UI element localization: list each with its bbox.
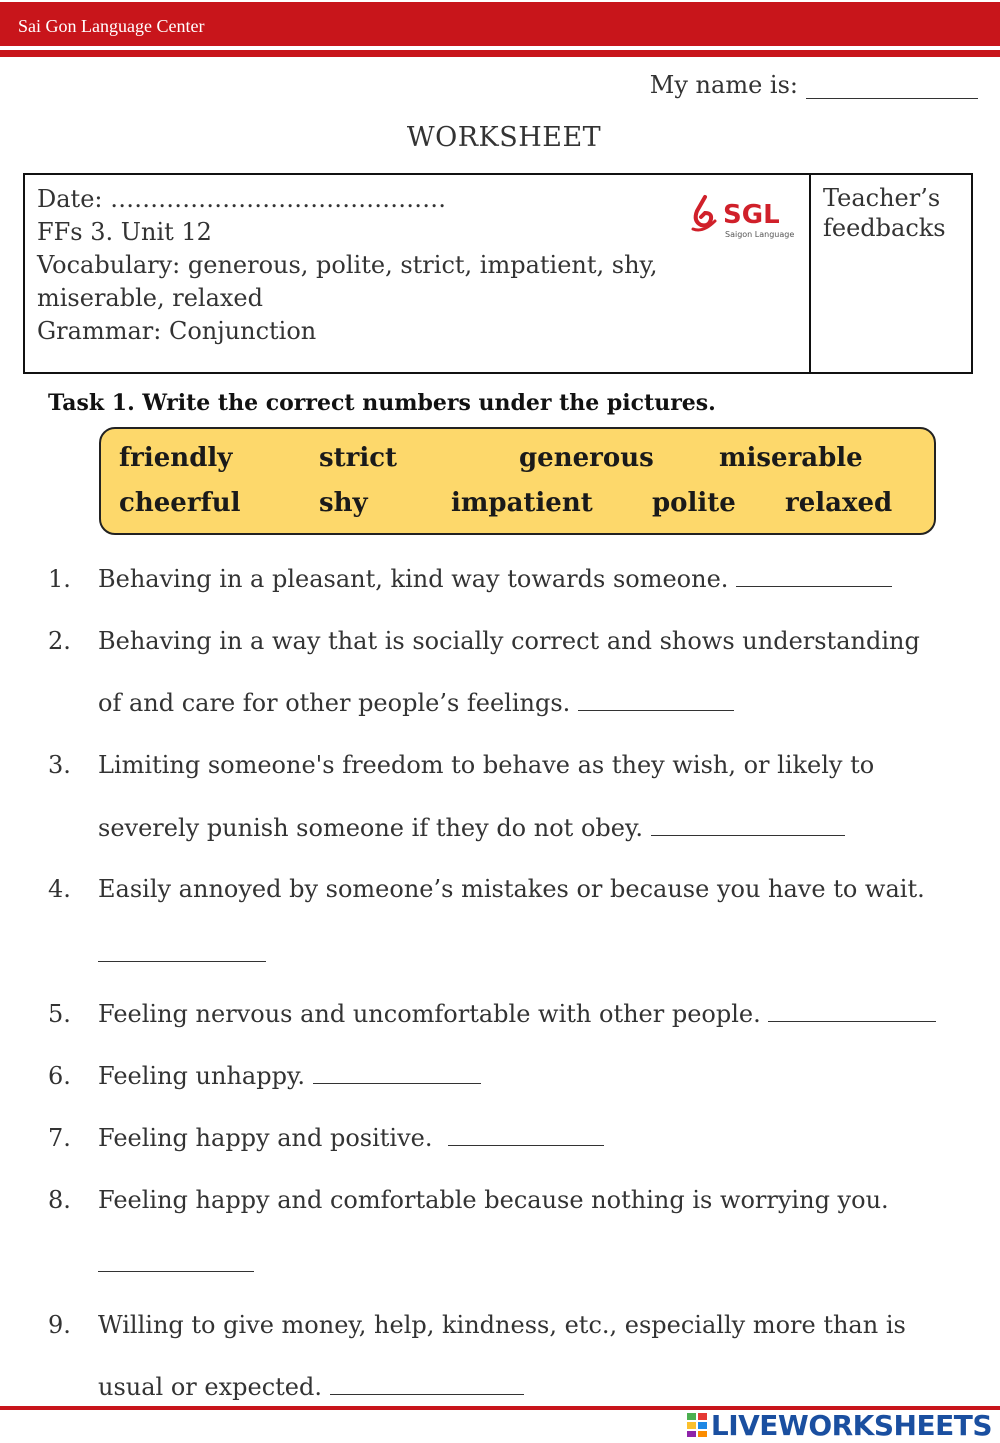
answer-blank[interactable] [98,1251,254,1272]
answer-blank[interactable] [313,1063,481,1084]
page-title: WORKSHEET [406,122,602,153]
word-bank-item: cheerful [119,488,241,518]
grammar-line: Grammar: Conjunction [37,317,317,345]
name-field [650,70,978,99]
question-text-cont [98,1250,254,1278]
liveworksheets-logo [686,1408,992,1442]
question-text-cont [98,940,266,968]
word-bank-item: polite [652,488,736,518]
vocabulary-line-2: miserable, relaxed [37,284,263,312]
name-input-line[interactable] [806,70,978,99]
question-text-cont: of and care for other people’s feelings. [98,689,734,717]
answer-blank[interactable] [448,1125,604,1146]
lesson-info [25,175,811,372]
question-text: Feeling nervous and uncomfortable with other people. [98,1000,936,1028]
question-text-cont: usual or expected. [98,1373,524,1401]
vocabulary-line: Vocabulary: generous, polite, strict, impatient, shy, [37,251,658,279]
question-number: 4. [48,875,71,903]
question-text: Behaving in a pleasant, kind way towards someone. [98,565,892,593]
question-number: 5. [48,1000,71,1028]
answer-blank[interactable] [736,566,892,587]
word-bank-item: impatient [451,488,593,518]
question-number: 8. [48,1186,71,1214]
date-line: Date: …………………………………… [37,185,447,213]
word-bank [99,427,936,535]
feedback-label-2: feedbacks [823,214,946,242]
word-bank-item: strict [319,443,398,473]
question-text: Easily annoyed by someone’s mistakes or because you have to wait. [98,875,925,903]
blocks-icon [686,1412,708,1438]
logo-text: SGL [723,200,780,230]
question-number: 7. [48,1124,71,1152]
answer-blank[interactable] [768,1001,936,1022]
header-bar [0,2,1000,46]
question-text: Willing to give money, help, kindness, etc., especially more than is [98,1311,906,1339]
word-bank-item: generous [519,443,654,473]
feedback-label-1: Teacher’s [823,184,941,212]
sgl-logo [689,191,799,243]
logo-subtext: Saigon Language [725,230,795,239]
question-text: Behaving in a way that is socially correct and shows understanding [98,627,920,655]
question-text: Feeling happy and comfortable because nothing is worrying you. [98,1186,889,1214]
answer-blank[interactable] [651,815,845,836]
teacher-feedback [823,183,963,243]
word-bank-item: shy [319,488,368,518]
word-bank-item: friendly [119,443,233,473]
info-box [23,173,973,374]
question-text: Feeling unhappy. [98,1062,481,1090]
question-number: 6. [48,1062,71,1090]
question-text: Feeling happy and positive. [98,1124,604,1152]
name-label: My name is: [649,71,798,99]
unit-line: FFs 3. Unit 12 [37,218,212,246]
org-name: Sai Gon Language Center [18,16,205,36]
answer-blank[interactable] [98,941,266,962]
question-number: 2. [48,627,71,655]
question-text: Limiting someone's freedom to behave as they wish, or likely to [98,751,875,779]
liveworksheets-brand: LIVEWORKSHEETS [710,1408,992,1442]
task-1-heading: Task 1. Write the correct numbers under the pictures. [48,390,716,416]
question-number: 9. [48,1311,71,1339]
question-number: 3. [48,751,71,779]
word-bank-item: miserable [719,443,863,473]
question-text-cont: severely punish someone if they do not obey. [98,814,845,842]
word-bank-item: relaxed [785,488,893,518]
answer-blank[interactable] [330,1374,524,1395]
question-number: 1. [48,565,71,593]
header-divider [0,50,1000,57]
answer-blank[interactable] [578,690,734,711]
